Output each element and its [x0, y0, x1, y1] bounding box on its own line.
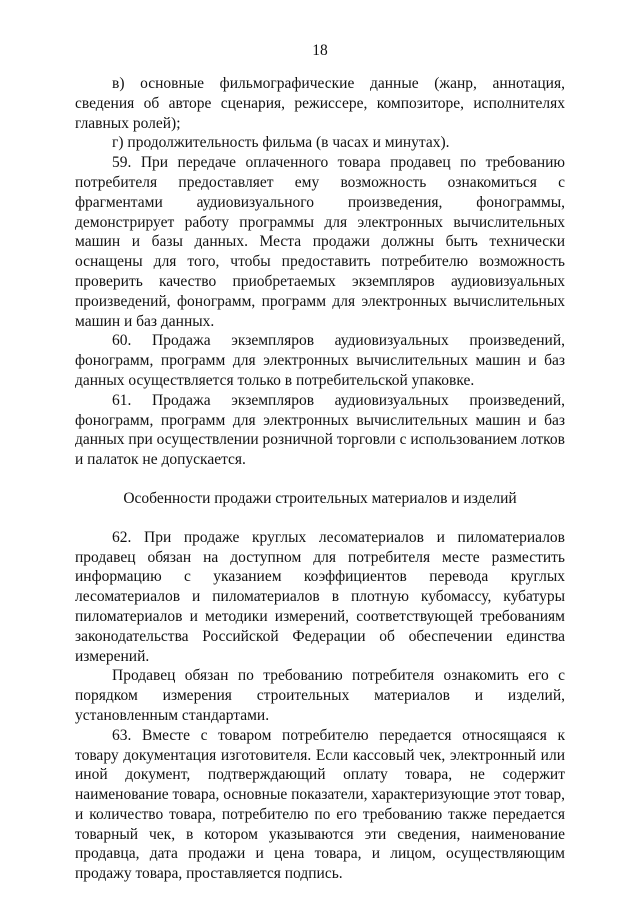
paragraph-seller-obligation: Продавец обязан по требованию потребителя ознакомить его с порядком измерения строительных материалов и изделий, установленным стандартами.: [75, 667, 565, 724]
page-number: 18: [312, 42, 328, 59]
document-body: [75, 74, 565, 884]
paragraph-63: 63. Вместе с товаром потребителю передается относящаяся к товару документация изготовителя. Если кассовый чек, электронный или иной документ, подтверждающий оплату товара, не содержит наименование товара, основные показатели, характеризующие этот товар, и количество товара, потребителю по его требованию также передается товарный чек, в котором указываются эти сведения, наименование продавца, дата продажи и цена товара, и лицом, осуществляющим продажу товара, проставляется подпись.: [75, 726, 565, 883]
paragraph-59: 59. При передаче оплаченного товара продавец по требованию потребителя предоставляет ему возможность ознакомиться с фрагментами аудиовизуального произведения, фонограммы, демонстрирует работу программы для электронных вычислительных машин и базы данных. Места продажи должны быть технически оснащены для того, чтобы предоставить потребителю возможность проверить качество приобретаемых экземпляров аудиовизуальных произведений, фонограмм, программ для электронных вычислительных машин и баз данных.: [75, 154, 565, 330]
paragraph-item-g: г) продолжительность фильма (в часах и минутах).: [112, 134, 450, 152]
paragraph-62: 62. При продаже круглых лесоматериалов и пиломатериалов продавец обязан на доступном для потребителя месте разместить информацию с указанием коэффициентов перевода круглых лесоматериалов и пиломатериалов в плотную кубомассу, кубатуры пиломатериалов и методики измерений, соответствующей требованиям законодательства Российской Федерации об обеспечении единства измерений.: [75, 528, 565, 665]
section-heading: Особенности продажи строительных материалов и изделий: [123, 489, 517, 507]
paragraph-item-v: в) основные фильмографические данные (жанр, аннотация, сведения об авторе сценария, режиссере, композиторе, исполнителях главных ролей);: [75, 75, 565, 132]
paragraph-61: 61. Продажа экземпляров аудиовизуальных произведений, фонограмм, программ для электронных вычислительных машин и баз данных при осуществлении розничной торговли с использованием лотков и палаток не допускается.: [75, 391, 565, 469]
paragraph-60: 60. Продажа экземпляров аудиовизуальных произведений, фонограмм, программ для электронных вычислительных машин и баз данных осуществляется только в потребительской упаковке.: [75, 332, 565, 389]
